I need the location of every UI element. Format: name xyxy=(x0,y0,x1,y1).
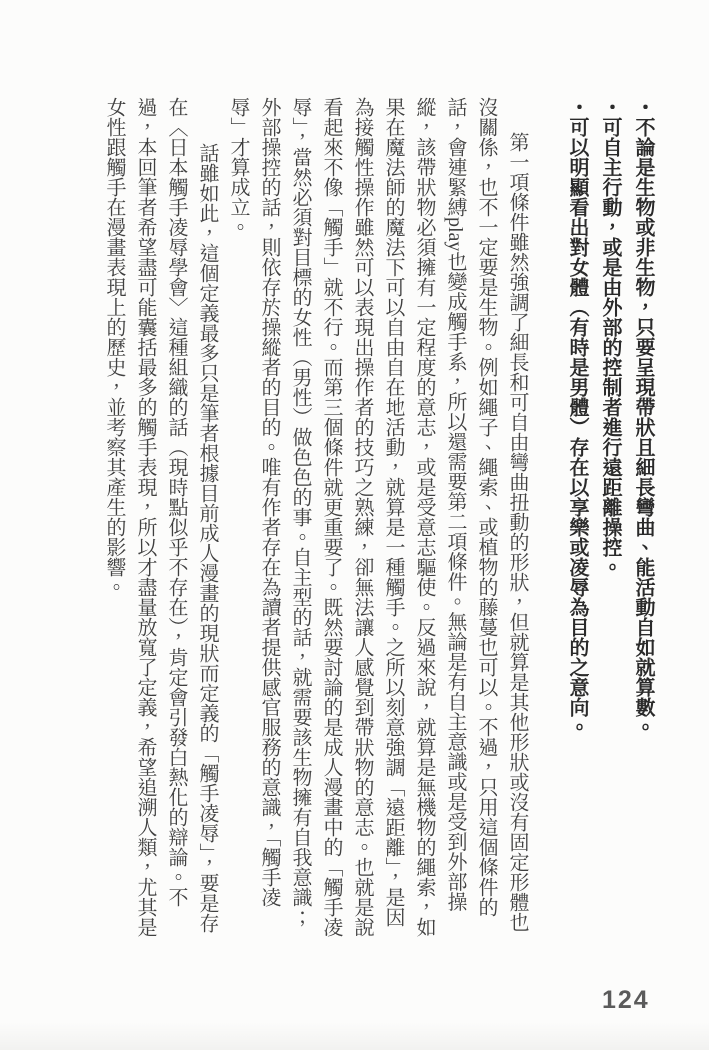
body-text-line: 為接觸性操作雖然可以表現出操作者的技巧之熟練，卻無法讓人感覺到帶狀物的意志。也就是說 xyxy=(351,97,373,937)
body-text-line: 女性跟觸手在漫畫表現上的歷史，並考察其產生的影響。 xyxy=(103,97,125,597)
body-text-line: 辱」，當然必須對目標的女性（男性）做色色的事。自主型的話，就需要該生物擁有自我意識； xyxy=(289,97,311,927)
definition-bullet-list xyxy=(560,97,659,965)
body-text-line: 在〈日本觸手凌辱學會〉這種組織的話（現時點似乎不存在），肯定會引發白熱化的辯論。不 xyxy=(165,97,187,907)
body-text-line: 辱」才算成立。 xyxy=(227,97,249,237)
body-text-line: 沒關係，也不一定要是生物。例如繩子、繩索、或植物的藤蔓也可以。不過，只用這個條件的 xyxy=(475,97,497,917)
body-text-line: 縱，該帶狀物必須擁有一定程度的意志，或是受意志驅使。反過來說，就算是無機物的繩索，如 xyxy=(413,97,435,937)
scan-edge-shading xyxy=(0,1022,709,1050)
body-text-line: 第一項條件雖然強調了細長和可自由彎曲扭動的形狀，但就算是其他形狀或沒有固定形體也 xyxy=(506,132,528,932)
vertical-text-block xyxy=(98,97,659,965)
bullet-item: ・可以明顯看出對女體（有時是男體）存在以享樂或凌辱為目的之意向。 xyxy=(566,97,588,737)
body-text-line: 外部操控的話，則依存於操縱者的目的。唯有作者存在為讀者提供感官服務的意識，「觸手凌 xyxy=(258,97,280,907)
body-text-line: 果在魔法師的魔法下可以自由自在地活動，就算是一種觸手。之所以刻意強調「遠距離」，是因 xyxy=(382,97,404,927)
page-number: 124 xyxy=(602,986,650,1014)
body-text-line: 過，本回筆者希望盡可能囊括最多的觸手表現，所以才盡量放寬了定義，希望追溯人類，尤其是 xyxy=(134,97,156,937)
body-text-line: 看起來不像「觸手」就不行。而第三個條件就更重要了。既然要討論的是成人漫畫中的「觸手凌 xyxy=(320,97,342,937)
bullet-item: ・不論是生物或非生物，只要呈現帶狀且細長彎曲、能活動自如就算數。 xyxy=(632,97,654,737)
body-text-line: 話雖如此，這個定義最多只是筆者根據目前成人漫畫的現狀而定義的「觸手凌辱」，要是存 xyxy=(196,143,218,933)
body-text-line: 話，會連緊縛play也變成觸手系，所以還需要第二項條件。無論是有自主意識或是受到外部操 xyxy=(444,97,466,912)
bullet-item: ・可自主行動，或是由外部的控制者進行遠距離操控。 xyxy=(599,97,621,577)
body-paragraphs xyxy=(98,97,532,965)
